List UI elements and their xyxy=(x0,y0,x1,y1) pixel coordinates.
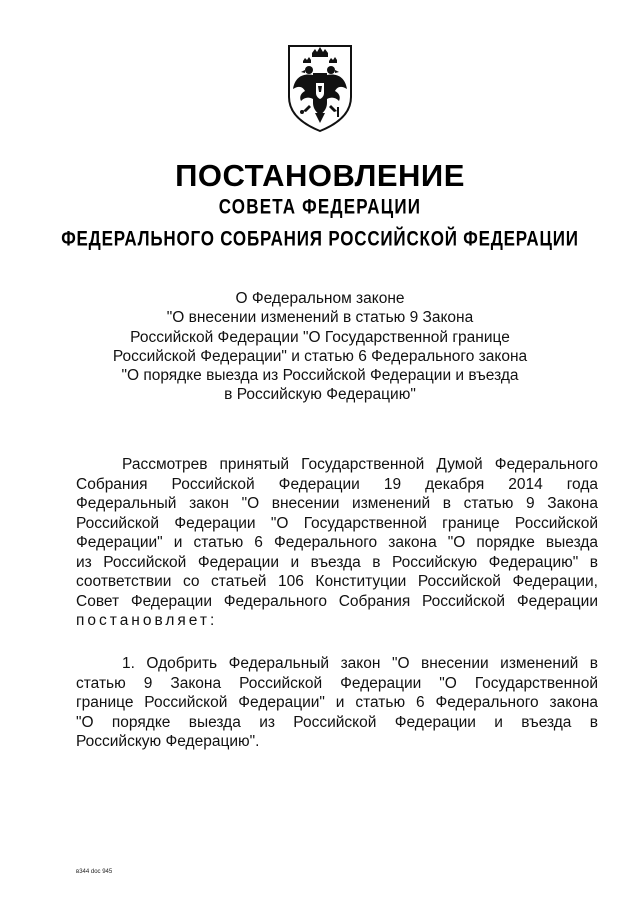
resolution-line: 1. Одобрить Федеральный закон "О внесении изменений в xyxy=(122,655,598,672)
issuer-line-2: ФЕДЕРАЛЬНОГО СОБРАНИЯ РОССИЙСКОЙ ФЕДЕРАЦИИ xyxy=(61,226,579,251)
law-title xyxy=(60,289,580,405)
resolution-line: границе Российской Федерации" и статью 6 Федерального закона xyxy=(76,694,598,711)
resolution-line: статью 9 Закона Российской Федерации "О Государственной xyxy=(76,674,598,692)
preamble-line: соответствии со статьей 106 Конституции Российской Федерации, xyxy=(76,573,598,590)
preamble-paragraph xyxy=(76,455,598,631)
document-title: ПОСТАНОВЛЕНИЕ xyxy=(175,158,465,193)
preamble-line: Рассмотрев принятый Государственной Думой Федерального xyxy=(122,456,598,473)
law-title-line: Российской Федерации" и статью 6 Федерального закона xyxy=(112,347,528,365)
issuer-line-1: СОВЕТА ФЕДЕРАЦИИ xyxy=(218,194,422,219)
document-code: в344 doc 945 xyxy=(76,869,113,875)
resolves-word: постановляет: xyxy=(76,612,218,629)
resolution-line: Российскую Федерацию". xyxy=(76,733,260,750)
law-title-line: Российской Федерации "О Государственной границе xyxy=(130,328,510,346)
preamble-line: Собрания Российской Федерации 19 декабря 2014 года xyxy=(76,475,598,493)
preamble-line: Российской Федерации "О Государственной границе Российской xyxy=(76,514,598,532)
law-title-line: в Российскую Федерацию" xyxy=(224,386,416,404)
resolution-line: "О порядке выезда из Российской Федерации и въезда в xyxy=(76,713,598,731)
preamble-line: Совет Федерации Федерального Собрания Российской Федерации xyxy=(76,592,598,610)
preamble-line: Федеральный закон "О внесении изменений в статью 9 Закона xyxy=(76,495,598,512)
preamble-line: из Российской Федерации и въезда в Российскую Федерацию" в xyxy=(76,553,598,571)
preamble-line: Федерации" и статью 6 Федерального закона "О порядке выезда xyxy=(76,534,598,551)
coat-of-arms-icon xyxy=(285,43,355,133)
law-title-line: О Федеральном законе xyxy=(235,290,405,307)
law-title-line: "О порядке выезда из Российской Федерации и въезда xyxy=(121,367,519,385)
resolution-paragraph xyxy=(76,654,598,752)
law-title-line: "О внесении изменений в статью 9 Закона xyxy=(166,309,474,327)
